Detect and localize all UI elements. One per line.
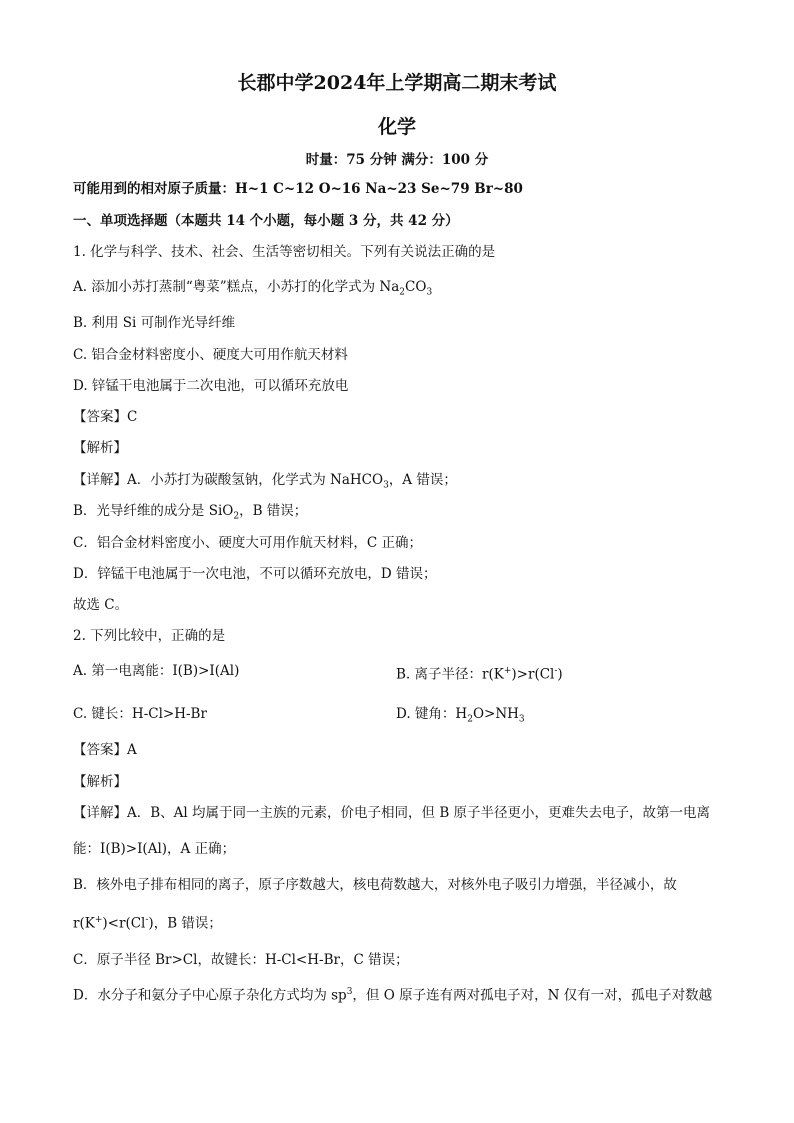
subject-title: 化学: [377, 116, 416, 138]
q2-option-b-mid: >r: [516, 666, 535, 683]
q2-option-d-post: O>NH: [472, 706, 519, 722]
q1-conclusion: 故选 C。: [73, 597, 129, 613]
q1-option-a: [73, 278, 432, 302]
q2-option-a: A. 第一电离能：I(B)>I(Al): [73, 663, 240, 679]
q1-option-a-sub2: 3: [426, 287, 433, 298]
q2-option-b: [396, 662, 563, 684]
q1-detail-b-pre: B．光导纤维的成分是 SiO: [73, 503, 234, 519]
q2-detail-b2-mid: <r: [107, 915, 126, 932]
q2-detail-b2-pre: r: [73, 915, 80, 932]
q2-option-b-cl: Cl: [539, 666, 555, 683]
q1-analysis-label: 【解析】: [73, 440, 127, 456]
q1-detail-a: [73, 471, 457, 495]
q2-option-b-paren-open-2: (: [534, 666, 540, 683]
q1-detail-c: C．铝合金材料密度小、硬度大可用作航天材料，C 正确；: [73, 535, 422, 551]
q2-detail-b2-cl-sup: -: [145, 915, 149, 925]
q2-option-b-pre: B. 离子半径：r: [396, 666, 489, 683]
q2-option-b-k: K: [493, 666, 504, 683]
exam-title: 长郡中学2024年上学期高二期末考试: [237, 72, 557, 94]
q2-option-b-paren-close: ): [511, 666, 517, 683]
q2-detail-d-post: ，但 O 原子连有两对孤电子对，N 仅有一对，孤电子对数越: [352, 987, 713, 1004]
q2-detail-a-line2: 能：I(B)>I(Al)，A 正确；: [73, 841, 236, 857]
q2-detail-b2-post: ，B 错误；: [153, 915, 222, 932]
q1-option-a-text: A. 添加小苏打蒸制“粤菜”糕点，小苏打的化学式为 Na: [73, 279, 400, 295]
atomic-masses: 可能用到的相对原子质量：H~1 C~12 O~16 Na~23 Se~79 Br~80: [73, 181, 523, 197]
q2-detail-c: C．原子半径 Br>Cl，故键长：H-Cl<H-Br，C 错误；: [73, 952, 409, 968]
q2-detail-b2-paren-close: ): [102, 915, 108, 932]
q1-option-a-sub1: 2: [399, 287, 406, 298]
q2-detail-b2-paren-close-2: ): [148, 915, 154, 932]
q1-detail-a-pre: 【详解】A．小苏打为碳酸氢钠，化学式为 NaHCO: [73, 472, 384, 488]
q2-option-d: [396, 705, 525, 729]
q2-option-b-paren-open: (: [488, 666, 494, 683]
q2-option-d-pre: D. 键角：H: [396, 706, 468, 722]
section-heading: 一、单项选择题（本题共 14 个小题，每小题 3 分，共 42 分）: [73, 213, 459, 229]
q2-option-d-sub2: 3: [518, 714, 525, 725]
q1-option-c: C. 铝合金材料密度小、硬度大可用作航天材料: [73, 347, 348, 363]
q1-answer: 【答案】C: [73, 409, 138, 425]
time-score-info: 时量：75 分钟 满分：100 分: [305, 152, 489, 168]
q2-stem: 2. 下列比较中，正确的是: [73, 628, 226, 644]
q2-detail-a-line1: 【详解】A．B、Al 均属于同一主族的元素，价电子相同，但 B 原子半径更小，更难失去电子，故第一电离: [73, 805, 711, 821]
q2-detail-d-pre: D．水分子和氨分子中心原子杂化方式均为 sp: [73, 987, 347, 1004]
q2-detail-b-line2: [73, 911, 222, 933]
q2-option-b-paren-close-2: ): [557, 666, 563, 683]
q2-answer: 【答案】A: [73, 742, 137, 758]
q2-option-b-cl-sup: -: [554, 666, 558, 676]
q1-option-d: D. 锌锰干电池属于二次电池，可以循环充放电: [73, 378, 349, 394]
q1-stem: 1. 化学与科学、技术、社会、生活等密切相关。下列有关说法正确的是: [73, 244, 496, 260]
q1-option-a-mid: CO: [405, 279, 427, 295]
q2-detail-d: [73, 983, 712, 1005]
q1-detail-b-post: ，B 错误；: [239, 503, 308, 519]
q1-detail-d: D．锌锰干电池属于一次电池，不可以循环充放电，D 错误；: [73, 566, 437, 582]
q2-analysis-label: 【解析】: [73, 774, 127, 790]
q2-detail-d-sup: 3: [346, 987, 353, 997]
q2-detail-b-line1: B．核外电子排布相同的离子，原子序数越大，核电荷数越大，对核外电子吸引力增强，半径减小，故: [73, 877, 677, 893]
q2-detail-b2-k-sup: +: [94, 915, 103, 925]
q2-option-b-k-sup: +: [503, 666, 512, 676]
q2-detail-b2-cl: Cl: [130, 915, 146, 932]
q1-option-b: B. 利用 Si 可制作光导纤维: [73, 315, 236, 331]
q2-detail-b2-paren-open-2: (: [125, 915, 131, 932]
q2-detail-b2-paren-open: (: [79, 915, 85, 932]
q2-option-c: C. 键长：H-Cl>H-Br: [73, 706, 207, 722]
q1-detail-a-post: ，A 错误；: [388, 472, 457, 488]
q2-detail-b2-k: K: [84, 915, 95, 932]
q2-option-d-sub: 2: [467, 714, 473, 725]
q1-detail-b-sub: 2: [233, 511, 240, 522]
q1-detail-a-sub: 3: [383, 480, 389, 491]
q1-detail-b: [73, 502, 307, 526]
